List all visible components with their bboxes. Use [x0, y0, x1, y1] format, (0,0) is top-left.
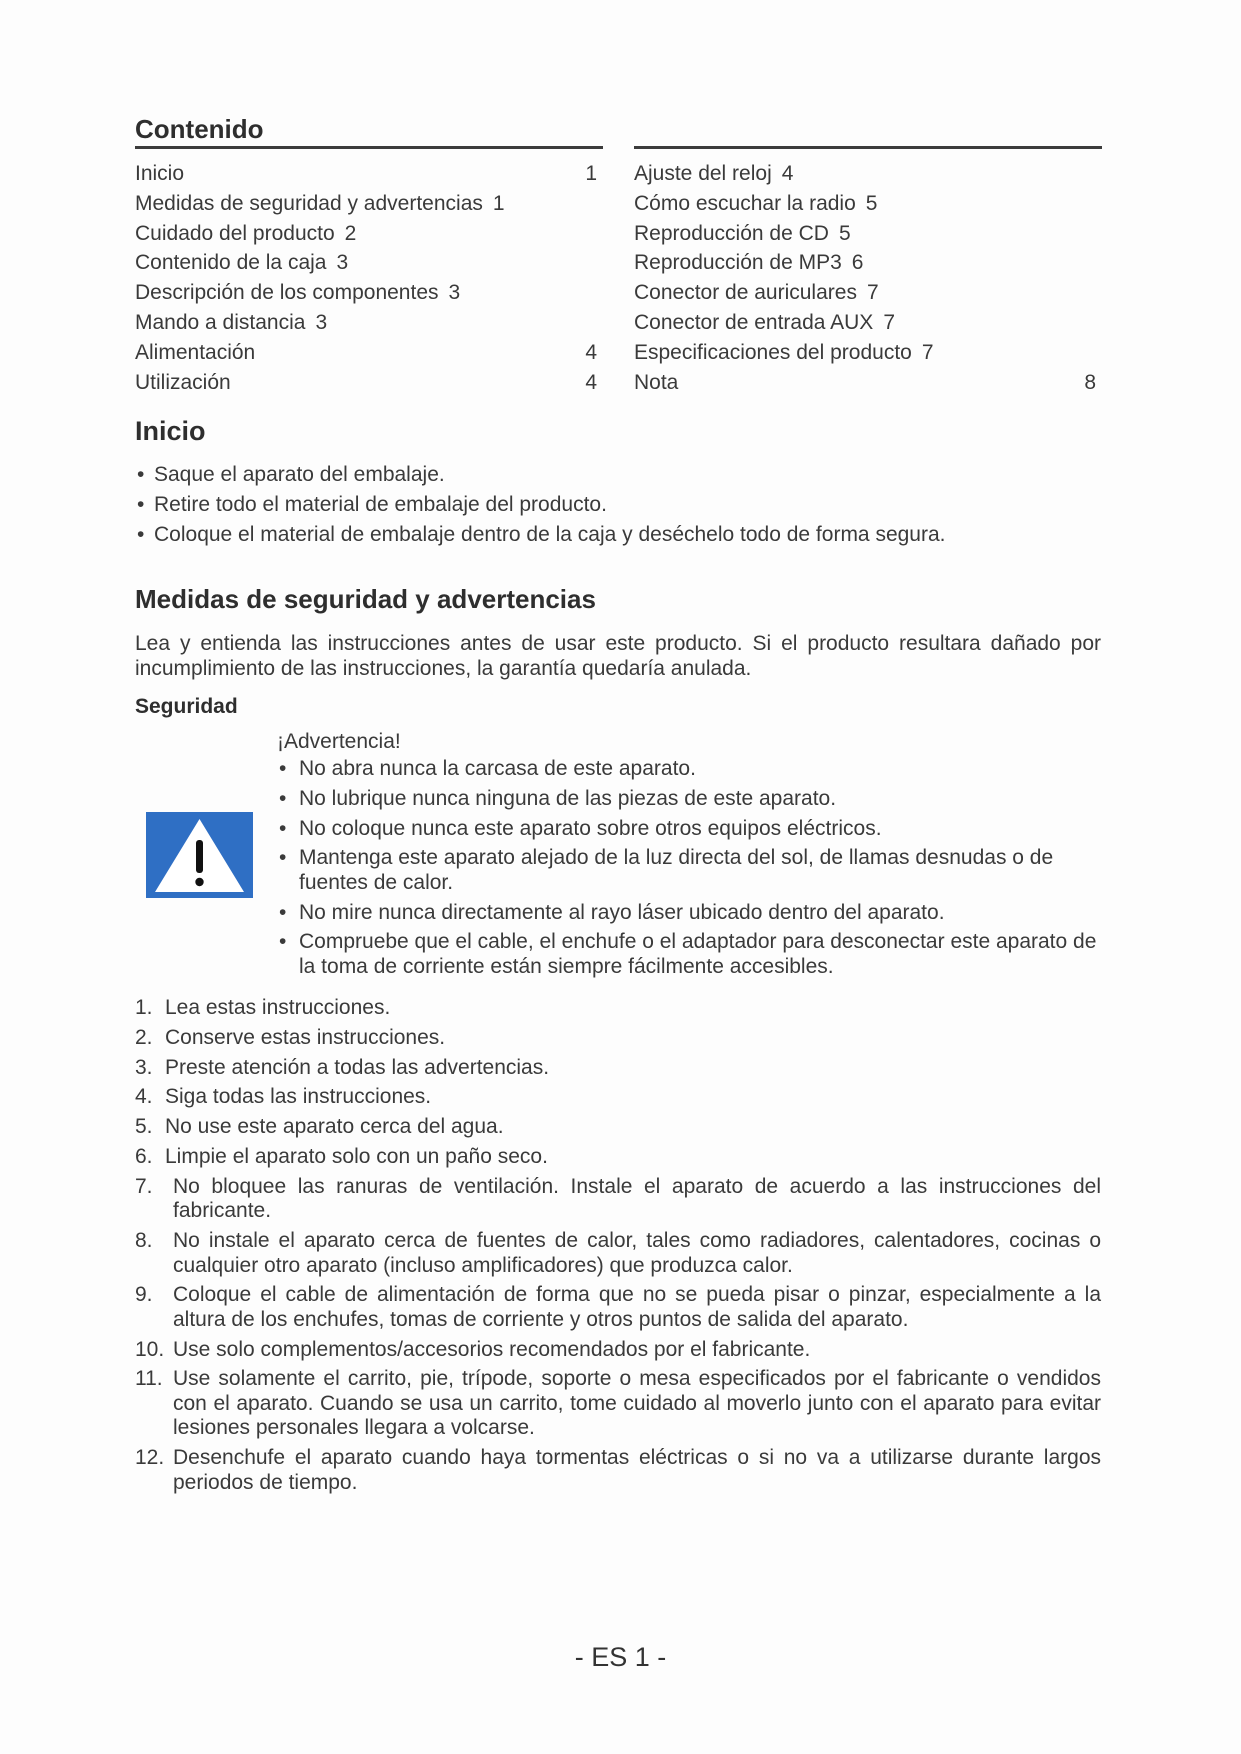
list-item-number: 2.	[135, 1025, 153, 1049]
toc-entry-label: Utilización	[135, 370, 231, 394]
toc-entry-label: Mando a distancia	[135, 310, 306, 334]
list-item	[135, 1026, 1101, 1051]
list-item	[135, 1145, 1101, 1170]
list-item-text: Use solo complementos/accesorios recomendados por el fabricante.	[173, 1337, 811, 1361]
toc-header-right	[634, 112, 1102, 149]
toc-entry	[135, 368, 603, 398]
list-item	[135, 1085, 1101, 1110]
toc-entry-page: 5	[838, 221, 851, 245]
list-item-text: Desenchufe el aparato cuando haya tormentas eléctricas o si no va a utilizarse durante largos periodos de tiempo.	[173, 1446, 1101, 1494]
toc-entry-label: Ajuste del reloj	[634, 162, 772, 185]
list-item	[135, 1367, 1101, 1441]
list-item-number: 5.	[135, 1115, 153, 1139]
toc-entry-label: Conector de auriculares	[634, 281, 857, 305]
toc-entry-page: 5	[865, 191, 878, 215]
inicio-bullet-list	[135, 460, 1105, 549]
toc-entry-label: Inicio	[135, 162, 185, 185]
toc-entry	[634, 248, 1102, 278]
list-item-text: Preste atención a todas las advertencias.	[165, 1055, 550, 1079]
toc-header-left	[135, 112, 603, 149]
toc-entry-page: 3	[336, 251, 349, 275]
toc-entry	[634, 338, 1102, 368]
toc-entry-page: 3	[315, 310, 328, 334]
list-item-number: 12.	[135, 1446, 165, 1470]
toc-entry	[135, 308, 603, 338]
list-item-text: No use este aparato cerca del agua.	[165, 1115, 504, 1139]
toc-entry	[135, 219, 603, 249]
list-item-text: No bloquee las ranuras de ventilación. Instale el aparato de acuerdo a las instrucciones del fabricante.	[173, 1174, 1101, 1223]
toc-entry-page: 1	[492, 191, 505, 215]
toc-entry	[634, 368, 1102, 398]
page-number: - ES 1 -	[574, 1642, 667, 1672]
toc-entry-page: 7	[921, 340, 934, 364]
toc-entry-label: Reproducción de MP3	[634, 251, 842, 275]
toc-entry-page: 4	[585, 340, 597, 364]
list-item	[135, 996, 1101, 1021]
list-item	[135, 1229, 1101, 1278]
toc-title: Contenido	[135, 114, 264, 144]
toc-entry-label: Nota	[634, 370, 679, 394]
list-item-number: 1.	[135, 996, 153, 1019]
list-item: • Mantenga este aparato alejado de la luz directa del sol, de llamas desnudas o de fuentes de calor.	[277, 846, 1097, 895]
list-item-text: No instale el aparato cerca de fuentes de calor, tales como radiadores, calentadores, cocinas o cualquier otro aparato (incluso amplificadores) que produzca calor.	[173, 1229, 1101, 1277]
toc-entry	[634, 278, 1102, 308]
list-item-text: Siga todas las instrucciones.	[165, 1085, 432, 1109]
toc-entry	[634, 159, 1102, 189]
list-item	[135, 1283, 1101, 1332]
list-item-text: Conserve estas instrucciones.	[165, 1025, 446, 1049]
warning-triangle-icon	[146, 812, 253, 898]
list-item-number: 7.	[135, 1174, 153, 1198]
list-item-number: 11.	[135, 1367, 163, 1391]
instructions-list	[135, 996, 1101, 1501]
list-item-text: Coloque el cable de alimentación de forma que no se pueda pisar o pinzar, especialmente a la altura de los enchufes, tomas de corriente y otros puntos de salida del aparato.	[173, 1283, 1101, 1331]
list-item	[135, 1446, 1101, 1495]
inicio-heading: Inicio	[135, 416, 206, 446]
toc-entry	[135, 278, 603, 308]
list-item	[135, 1175, 1101, 1224]
safety-intro: Lea y entienda las instrucciones antes de usar este producto. Si el producto resultara dañado por incumplimiento de las instrucciones, la garantía quedaría anulada.	[135, 632, 1101, 680]
toc-entry-page: 7	[883, 310, 896, 334]
safety-heading: Medidas de seguridad y advertencias	[135, 584, 596, 614]
list-item: • Retire todo el material de embalaje del producto.	[135, 490, 1105, 520]
toc-entry-label: Contenido de la caja	[135, 251, 327, 275]
toc-entry	[135, 159, 603, 189]
toc-entry-label: Conector de entrada AUX	[634, 310, 874, 334]
list-item-text: Limpie el aparato solo con un paño seco.	[165, 1144, 548, 1168]
warning-block	[277, 727, 1097, 985]
toc-entry-page: 3	[448, 281, 461, 305]
toc-entry-label: Cuidado del producto	[135, 221, 335, 245]
toc-entry-page: 8	[1084, 370, 1096, 394]
toc-entry-label: Reproducción de CD	[634, 221, 829, 245]
toc-entry-page: 7	[866, 281, 879, 305]
list-item: • Coloque el material de embalaje dentro de la caja y deséchelo todo de forma segura.	[135, 520, 1105, 550]
list-item: • No abra nunca la carcasa de este aparato.	[277, 757, 1097, 782]
toc-entry-label: Especificaciones del producto	[634, 340, 912, 364]
toc-entry	[135, 338, 603, 368]
toc-entry-label: Descripción de los componentes	[135, 281, 439, 305]
toc-entry-page: 2	[344, 221, 357, 245]
list-item: • No lubrique nunca ninguna de las piezas de este aparato.	[277, 787, 1097, 812]
list-item-number: 8.	[135, 1229, 153, 1253]
list-item: • Saque el aparato del embalaje.	[135, 460, 1105, 490]
toc-entry-page: 4	[781, 162, 794, 185]
list-item-number: 4.	[135, 1085, 153, 1109]
list-item: • No coloque nunca este aparato sobre otros equipos eléctricos.	[277, 817, 1097, 842]
toc-entry	[634, 189, 1102, 219]
toc-entry-page: 4	[585, 370, 597, 394]
list-item-number: 6.	[135, 1144, 153, 1168]
list-item-number: 10.	[135, 1337, 165, 1361]
list-item	[135, 1115, 1101, 1140]
toc-entry-page: 1	[585, 162, 597, 185]
list-item-text: Lea estas instrucciones.	[165, 996, 391, 1019]
list-item-number: 9.	[135, 1283, 153, 1307]
list-item	[135, 1338, 1101, 1363]
list-item: • No mire nunca directamente al rayo láser ubicado dentro del aparato.	[277, 901, 1097, 926]
warning-list	[277, 757, 1097, 979]
toc-entry-page: 6	[851, 251, 864, 275]
toc-entry	[135, 248, 603, 278]
toc-entry	[135, 189, 603, 219]
warning-title: ¡Advertencia!	[277, 730, 401, 753]
toc-entry-label: Alimentación	[135, 340, 256, 364]
security-subheading: Seguridad	[135, 695, 238, 718]
list-item	[135, 1056, 1101, 1081]
list-item-text: Use solamente el carrito, pie, trípode, soporte o mesa especificados por el fabricante o vendidos con el aparato. Cuando se usa un carrito, tome cuidado al moverlo junto con el aparato para evitar lesiones personales llegara a volcarse.	[173, 1367, 1101, 1440]
toc-entry	[634, 308, 1102, 338]
list-item-number: 3.	[135, 1055, 153, 1079]
toc-column-left	[135, 159, 603, 397]
toc-entry-label: Medidas de seguridad y advertencias	[135, 191, 483, 215]
toc-entry	[634, 219, 1102, 249]
toc-column-right	[634, 159, 1102, 397]
toc-entry-label: Cómo escuchar la radio	[634, 191, 856, 215]
list-item: • Compruebe que el cable, el enchufe o el adaptador para desconectar este aparato de la toma de corriente están siempre fácilmente accesibles.	[277, 930, 1097, 979]
